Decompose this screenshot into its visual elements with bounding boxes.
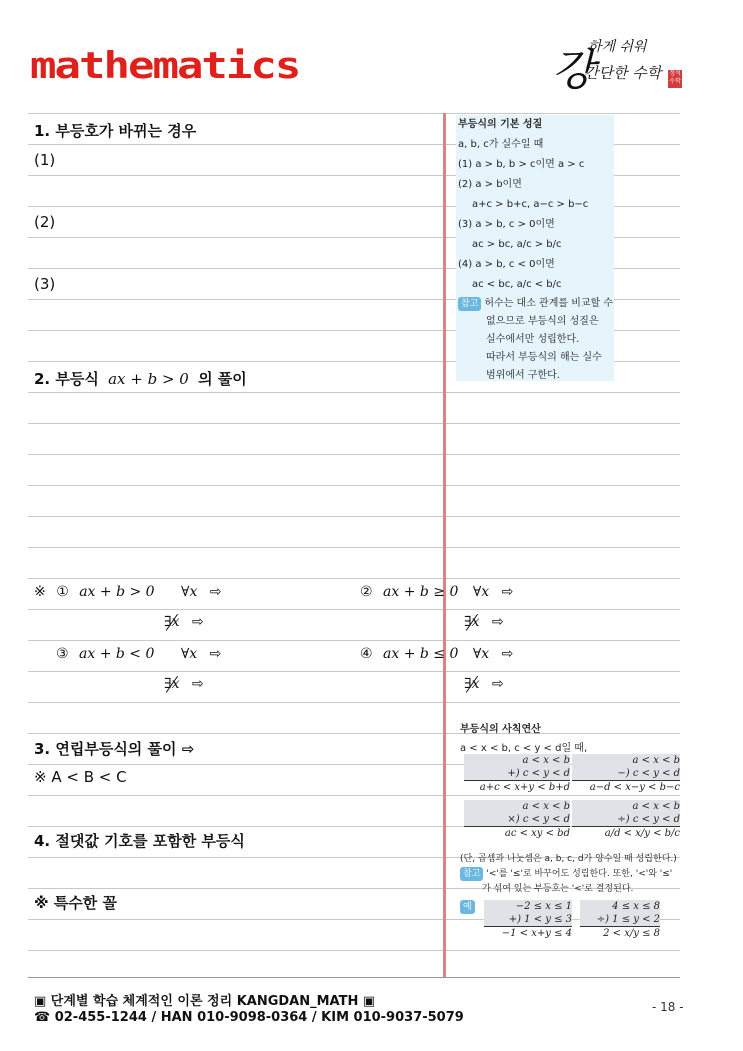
case-3-num: ③ bbox=[56, 646, 69, 662]
rule-line bbox=[28, 392, 680, 393]
rule-line bbox=[28, 516, 680, 517]
footer-line-1: ▣ 단계별 학습 체계적인 이론 정리 KANGDAN_MATH ▣ bbox=[34, 994, 376, 1009]
rule-line bbox=[28, 454, 680, 455]
section-1-title: 1. 부등호가 바뀌는 경우 bbox=[34, 122, 197, 140]
note-tag: 참고 bbox=[460, 867, 483, 881]
box2-notes bbox=[460, 852, 682, 897]
box1-line: (4) a > b, c < 0이면 bbox=[458, 259, 555, 270]
section-1-item-3: (3) bbox=[34, 275, 56, 293]
not-exists-x: ∃x bbox=[464, 676, 480, 692]
section-5-title: ※ 특수한 꼴 bbox=[34, 894, 117, 912]
example-tag: 예 bbox=[460, 900, 478, 914]
example-2-row: 4 ≤ x ≤ 8 bbox=[580, 900, 660, 913]
not-exists-x: ∃x bbox=[464, 614, 480, 630]
example-2 bbox=[580, 900, 660, 940]
logo-mathematics: mathematics bbox=[30, 45, 300, 87]
add-block bbox=[464, 754, 570, 794]
case-4-forall: ∀x bbox=[472, 646, 490, 662]
arrow-icon: ⇨ bbox=[501, 646, 514, 662]
brand-logo-big: 강 bbox=[552, 45, 595, 96]
box2-condition: a < x < b, c < y < d일 때, bbox=[460, 743, 588, 754]
case-2-math: ax + b ≥ 0 bbox=[383, 584, 459, 600]
case-1-exists bbox=[164, 614, 204, 630]
mul-block bbox=[464, 800, 570, 840]
case-4 bbox=[360, 646, 513, 662]
brand-logo bbox=[552, 34, 682, 96]
case-1 bbox=[34, 584, 222, 600]
rule-line bbox=[28, 671, 680, 672]
rule-line bbox=[28, 640, 680, 641]
rule-line bbox=[28, 950, 680, 951]
add-row: +) c < y < d bbox=[464, 767, 570, 780]
section-1-item-1: (1) bbox=[34, 151, 56, 169]
case-4-exists bbox=[464, 676, 504, 692]
margin-line bbox=[443, 113, 446, 977]
box-basic-properties bbox=[456, 115, 614, 381]
note-tag: 참고 bbox=[458, 297, 481, 311]
box1-note-line: 범위에서 구한다. bbox=[486, 370, 560, 381]
div-row: a < x < b bbox=[572, 800, 680, 813]
not-exists-x: ∃x bbox=[164, 614, 180, 630]
section-3-note: ※ A < B < C bbox=[34, 768, 127, 786]
sub-block bbox=[572, 754, 680, 794]
brand-logo-top: 하게 쉬워 bbox=[588, 39, 647, 55]
box1-line: (1) a > b, b > c이면 a > c bbox=[458, 159, 585, 170]
rule-line bbox=[28, 609, 680, 610]
case-3-forall: ∀x bbox=[180, 646, 198, 662]
box1-title: 부등식의 기본 성질 bbox=[458, 119, 543, 130]
sub-row: a < x < b bbox=[572, 754, 680, 767]
box1-note-text: 허수는 대소 관계를 비교할 수 bbox=[484, 298, 614, 309]
case-4-num: ④ bbox=[360, 646, 373, 662]
section-4-title: 4. 절댓값 기호를 포함한 부등식 bbox=[34, 832, 245, 850]
section-2-title-suffix: 의 풀이 bbox=[198, 370, 247, 388]
rule-line bbox=[28, 578, 680, 579]
case-3-math: ax + b < 0 bbox=[79, 646, 155, 662]
example-1-row: +) 1 < y ≤ 3 bbox=[484, 913, 572, 926]
box1-note-line: 따라서 부등식의 해는 실수 bbox=[486, 352, 602, 363]
box2-note: (단, 곱셈과 나눗셈은 a, b, c, d가 양수일 때 성립한다.) bbox=[460, 854, 677, 864]
rule-line bbox=[28, 547, 680, 548]
example-2-row: ÷) 1 ≤ y < 2 bbox=[580, 913, 660, 926]
section-2-title-prefix: 2. 부등식 bbox=[34, 370, 99, 388]
mul-result: ac < xy < bd bbox=[464, 826, 570, 840]
rule-line bbox=[28, 702, 680, 703]
case-2-exists bbox=[464, 614, 504, 630]
case-4-math: ax + b ≤ 0 bbox=[383, 646, 459, 662]
section-3-title: 3. 연립부등식의 풀이 ⇨ bbox=[34, 740, 195, 758]
brand-logo-bottom: 간단한 수학 bbox=[584, 64, 662, 82]
box1-line: (2) a > b이면 bbox=[458, 179, 522, 190]
rule-line bbox=[28, 113, 680, 114]
example-1 bbox=[484, 900, 572, 940]
mul-row: a < x < b bbox=[464, 800, 570, 813]
arrow-icon: ⇨ bbox=[209, 646, 222, 662]
case-3 bbox=[56, 646, 221, 662]
rule-line-bottom bbox=[28, 977, 680, 978]
add-result: a+c < x+y < b+d bbox=[464, 780, 570, 794]
mul-row: ×) c < y < d bbox=[464, 813, 570, 826]
box2-title: 부등식의 사칙연산 bbox=[460, 724, 541, 735]
box1-note-line: 실수에서만 성립한다. bbox=[486, 334, 580, 345]
example-1-row: −2 ≤ x ≤ 1 bbox=[484, 900, 572, 913]
rule-line bbox=[28, 423, 680, 424]
arrow-icon: ⇨ bbox=[191, 614, 204, 630]
brand-stamp: 정석 수학 bbox=[668, 70, 682, 88]
case-2-forall: ∀x bbox=[472, 584, 490, 600]
case-1-forall: ∀x bbox=[181, 584, 198, 600]
arrow-icon: ⇨ bbox=[191, 676, 204, 692]
arrow-icon: ⇨ bbox=[491, 676, 504, 692]
sub-result: a−d < x−y < b−c bbox=[572, 780, 680, 794]
case-2-num: ② bbox=[360, 584, 373, 600]
box1-line: ac > bc, a/c > b/c bbox=[472, 239, 562, 250]
example-2-result: 2 < x/y ≤ 8 bbox=[580, 926, 660, 940]
sub-row: −) c < y < d bbox=[572, 767, 680, 780]
page-number: - 18 - bbox=[652, 1000, 684, 1014]
section-1-item-2: (2) bbox=[34, 213, 56, 231]
not-exists-x: ∃x bbox=[164, 676, 180, 692]
case-1-num: ① bbox=[56, 584, 69, 600]
box1-note-line: 없으므로 부등식의 성질은 bbox=[486, 316, 599, 327]
box1-line: (3) a > b, c > 0이면 bbox=[458, 219, 555, 230]
arrow-icon: ⇨ bbox=[501, 584, 514, 600]
case-2 bbox=[360, 584, 513, 600]
box2-note: 가 섞여 있는 부등호는 '<'로 결정된다. bbox=[482, 884, 634, 894]
box1-line: a+c > b+c, a−c > b−c bbox=[472, 199, 589, 210]
add-row: a < x < b bbox=[464, 754, 570, 767]
box1-note-line bbox=[456, 295, 614, 313]
arrow-icon: ⇨ bbox=[491, 614, 504, 630]
box1-line: a, b, c가 실수일 때 bbox=[458, 139, 544, 150]
box2-note bbox=[460, 867, 682, 882]
div-result: a/d < x/y < b/c bbox=[572, 826, 680, 840]
box-inequality-arithmetic bbox=[460, 720, 680, 950]
section-2-math: ax + b > 0 bbox=[108, 370, 189, 388]
box1-line: ac < bc, a/c < b/c bbox=[472, 279, 562, 290]
div-block bbox=[572, 800, 680, 840]
footer-line-2: ☎ 02-455-1244 / HAN 010-9098-0364 / KIM 010-9037-5079 bbox=[34, 1010, 464, 1025]
case-3-exists bbox=[164, 676, 204, 692]
div-row: ÷) c < y < d bbox=[572, 813, 680, 826]
note-symbol: ※ bbox=[34, 584, 46, 600]
example-1-result: −1 < x+y ≤ 4 bbox=[484, 926, 572, 940]
section-2-title bbox=[34, 368, 247, 389]
arrow-icon: ⇨ bbox=[209, 584, 222, 600]
case-1-math: ax + b > 0 bbox=[79, 584, 155, 600]
box2-note-text: '<'를 '≤'로 바꾸어도 성립한다. 또한, '<'와 '≤' bbox=[486, 869, 673, 879]
rule-line bbox=[28, 485, 680, 486]
